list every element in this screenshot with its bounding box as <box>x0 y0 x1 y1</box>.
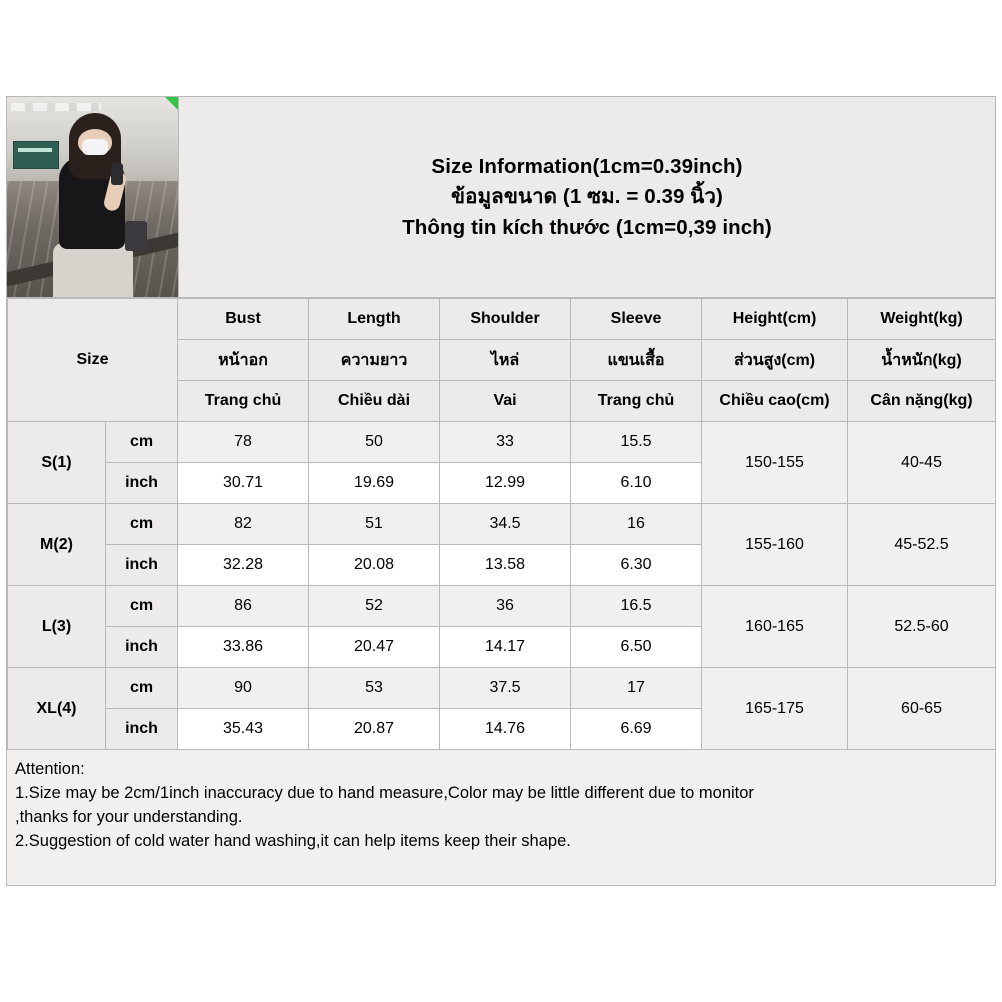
row-size-label-m: M(2) <box>8 504 106 586</box>
column-header-sleeve-vi: Trang chủ <box>571 381 702 422</box>
chart-header <box>7 97 995 298</box>
cell-m-inch-sleeve: 6.30 <box>571 545 702 586</box>
column-header-bust-en: Bust <box>178 299 309 340</box>
column-header-length-th: ความยาว <box>309 340 440 381</box>
column-header-shoulder-vi: Vai <box>440 381 571 422</box>
cell-l-inch-bust: 33.86 <box>178 627 309 668</box>
row-size-label-xl: XL(4) <box>8 668 106 750</box>
table-header-row-en <box>8 299 996 340</box>
column-header-height-en: Height(cm) <box>702 299 848 340</box>
photo-ceiling-lights <box>11 103 101 111</box>
cell-l-inch-sleeve: 6.50 <box>571 627 702 668</box>
column-header-weight-en: Weight(kg) <box>848 299 996 340</box>
row-unit-inch-xl: inch <box>106 709 178 750</box>
column-header-height-th: ส่วนสูง(cm) <box>702 340 848 381</box>
cell-xl-weight: 60-65 <box>848 668 996 750</box>
green-corner-marker-icon <box>165 97 178 110</box>
column-header-sleeve-th: แขนเสื้อ <box>571 340 702 381</box>
cell-xl-inch-length: 20.87 <box>309 709 440 750</box>
cell-xl-inch-bust: 35.43 <box>178 709 309 750</box>
cell-l-inch-length: 20.47 <box>309 627 440 668</box>
attention-line-1-cont: ,thanks for your understanding. <box>15 807 243 826</box>
table-row <box>8 668 996 709</box>
column-header-shoulder-th: ไหล่ <box>440 340 571 381</box>
photo-model-skirt <box>53 243 133 297</box>
row-unit-cm-m: cm <box>106 504 178 545</box>
attention-line-2: 2.Suggestion of cold water hand washing,it can help items keep their shape. <box>15 831 571 850</box>
column-header-length-en: Length <box>309 299 440 340</box>
cell-l-weight: 52.5-60 <box>848 586 996 668</box>
table-row <box>8 586 996 627</box>
cell-s-cm-length: 50 <box>309 422 440 463</box>
attention-line-1: 1.Size may be 2cm/1inch inaccuracy due to hand measure,Color may be little different due to monitor <box>15 783 754 802</box>
cell-s-weight: 40-45 <box>848 422 996 504</box>
column-header-height-vi: Chiều cao(cm) <box>702 381 848 422</box>
photo-model-bag <box>125 221 147 251</box>
column-header-bust-th: หน้าอก <box>178 340 309 381</box>
cell-m-height: 155-160 <box>702 504 848 586</box>
cell-m-inch-length: 20.08 <box>309 545 440 586</box>
row-unit-cm-s: cm <box>106 422 178 463</box>
row-unit-inch-l: inch <box>106 627 178 668</box>
cell-s-height: 150-155 <box>702 422 848 504</box>
cell-xl-cm-bust: 90 <box>178 668 309 709</box>
cell-s-inch-length: 19.69 <box>309 463 440 504</box>
photo-sign <box>13 141 59 169</box>
cell-xl-height: 165-175 <box>702 668 848 750</box>
cell-xl-cm-sleeve: 17 <box>571 668 702 709</box>
title-line-vi: Thông tin kích thước (1cm=0,39 inch) <box>402 215 772 239</box>
cell-s-inch-shoulder: 12.99 <box>440 463 571 504</box>
column-header-bust-vi: Trang chủ <box>178 381 309 422</box>
cell-m-cm-length: 51 <box>309 504 440 545</box>
cell-s-inch-sleeve: 6.10 <box>571 463 702 504</box>
photo-model-face-mask <box>82 139 108 155</box>
cell-l-inch-shoulder: 14.17 <box>440 627 571 668</box>
photo-model-phone <box>111 163 123 185</box>
row-size-label-s: S(1) <box>8 422 106 504</box>
row-unit-cm-l: cm <box>106 586 178 627</box>
cell-m-cm-sleeve: 16 <box>571 504 702 545</box>
cell-s-cm-sleeve: 15.5 <box>571 422 702 463</box>
row-unit-cm-xl: cm <box>106 668 178 709</box>
column-header-shoulder-en: Shoulder <box>440 299 571 340</box>
column-header-weight-vi: Cân nặng(kg) <box>848 381 996 422</box>
row-size-label-l: L(3) <box>8 586 106 668</box>
cell-xl-inch-sleeve: 6.69 <box>571 709 702 750</box>
cell-xl-cm-shoulder: 37.5 <box>440 668 571 709</box>
cell-l-cm-sleeve: 16.5 <box>571 586 702 627</box>
cell-l-cm-bust: 86 <box>178 586 309 627</box>
cell-xl-inch-shoulder: 14.76 <box>440 709 571 750</box>
row-unit-inch-s: inch <box>106 463 178 504</box>
attention-note <box>7 750 995 860</box>
title-line-th: ข้อมูลขนาด (1 ซม. = 0.39 นิ้ว) <box>451 185 723 209</box>
title-block <box>179 97 995 297</box>
column-header-sleeve-en: Sleeve <box>571 299 702 340</box>
cell-l-height: 160-165 <box>702 586 848 668</box>
size-chart-card <box>6 96 996 886</box>
cell-s-cm-shoulder: 33 <box>440 422 571 463</box>
cell-m-inch-shoulder: 13.58 <box>440 545 571 586</box>
table-row <box>8 422 996 463</box>
row-unit-inch-m: inch <box>106 545 178 586</box>
cell-s-inch-bust: 30.71 <box>178 463 309 504</box>
size-table <box>7 298 996 750</box>
table-corner-label: Size <box>8 299 178 422</box>
model-photo <box>7 97 179 297</box>
cell-m-weight: 45-52.5 <box>848 504 996 586</box>
table-row <box>8 504 996 545</box>
cell-l-cm-shoulder: 36 <box>440 586 571 627</box>
column-header-weight-th: น้ำหนัก(kg) <box>848 340 996 381</box>
column-header-length-vi: Chiều dài <box>309 381 440 422</box>
cell-l-cm-length: 52 <box>309 586 440 627</box>
cell-xl-cm-length: 53 <box>309 668 440 709</box>
attention-heading: Attention: <box>15 760 85 778</box>
title-line-en: Size Information(1cm=0.39inch) <box>431 154 743 178</box>
cell-m-inch-bust: 32.28 <box>178 545 309 586</box>
cell-m-cm-shoulder: 34.5 <box>440 504 571 545</box>
cell-s-cm-bust: 78 <box>178 422 309 463</box>
cell-m-cm-bust: 82 <box>178 504 309 545</box>
